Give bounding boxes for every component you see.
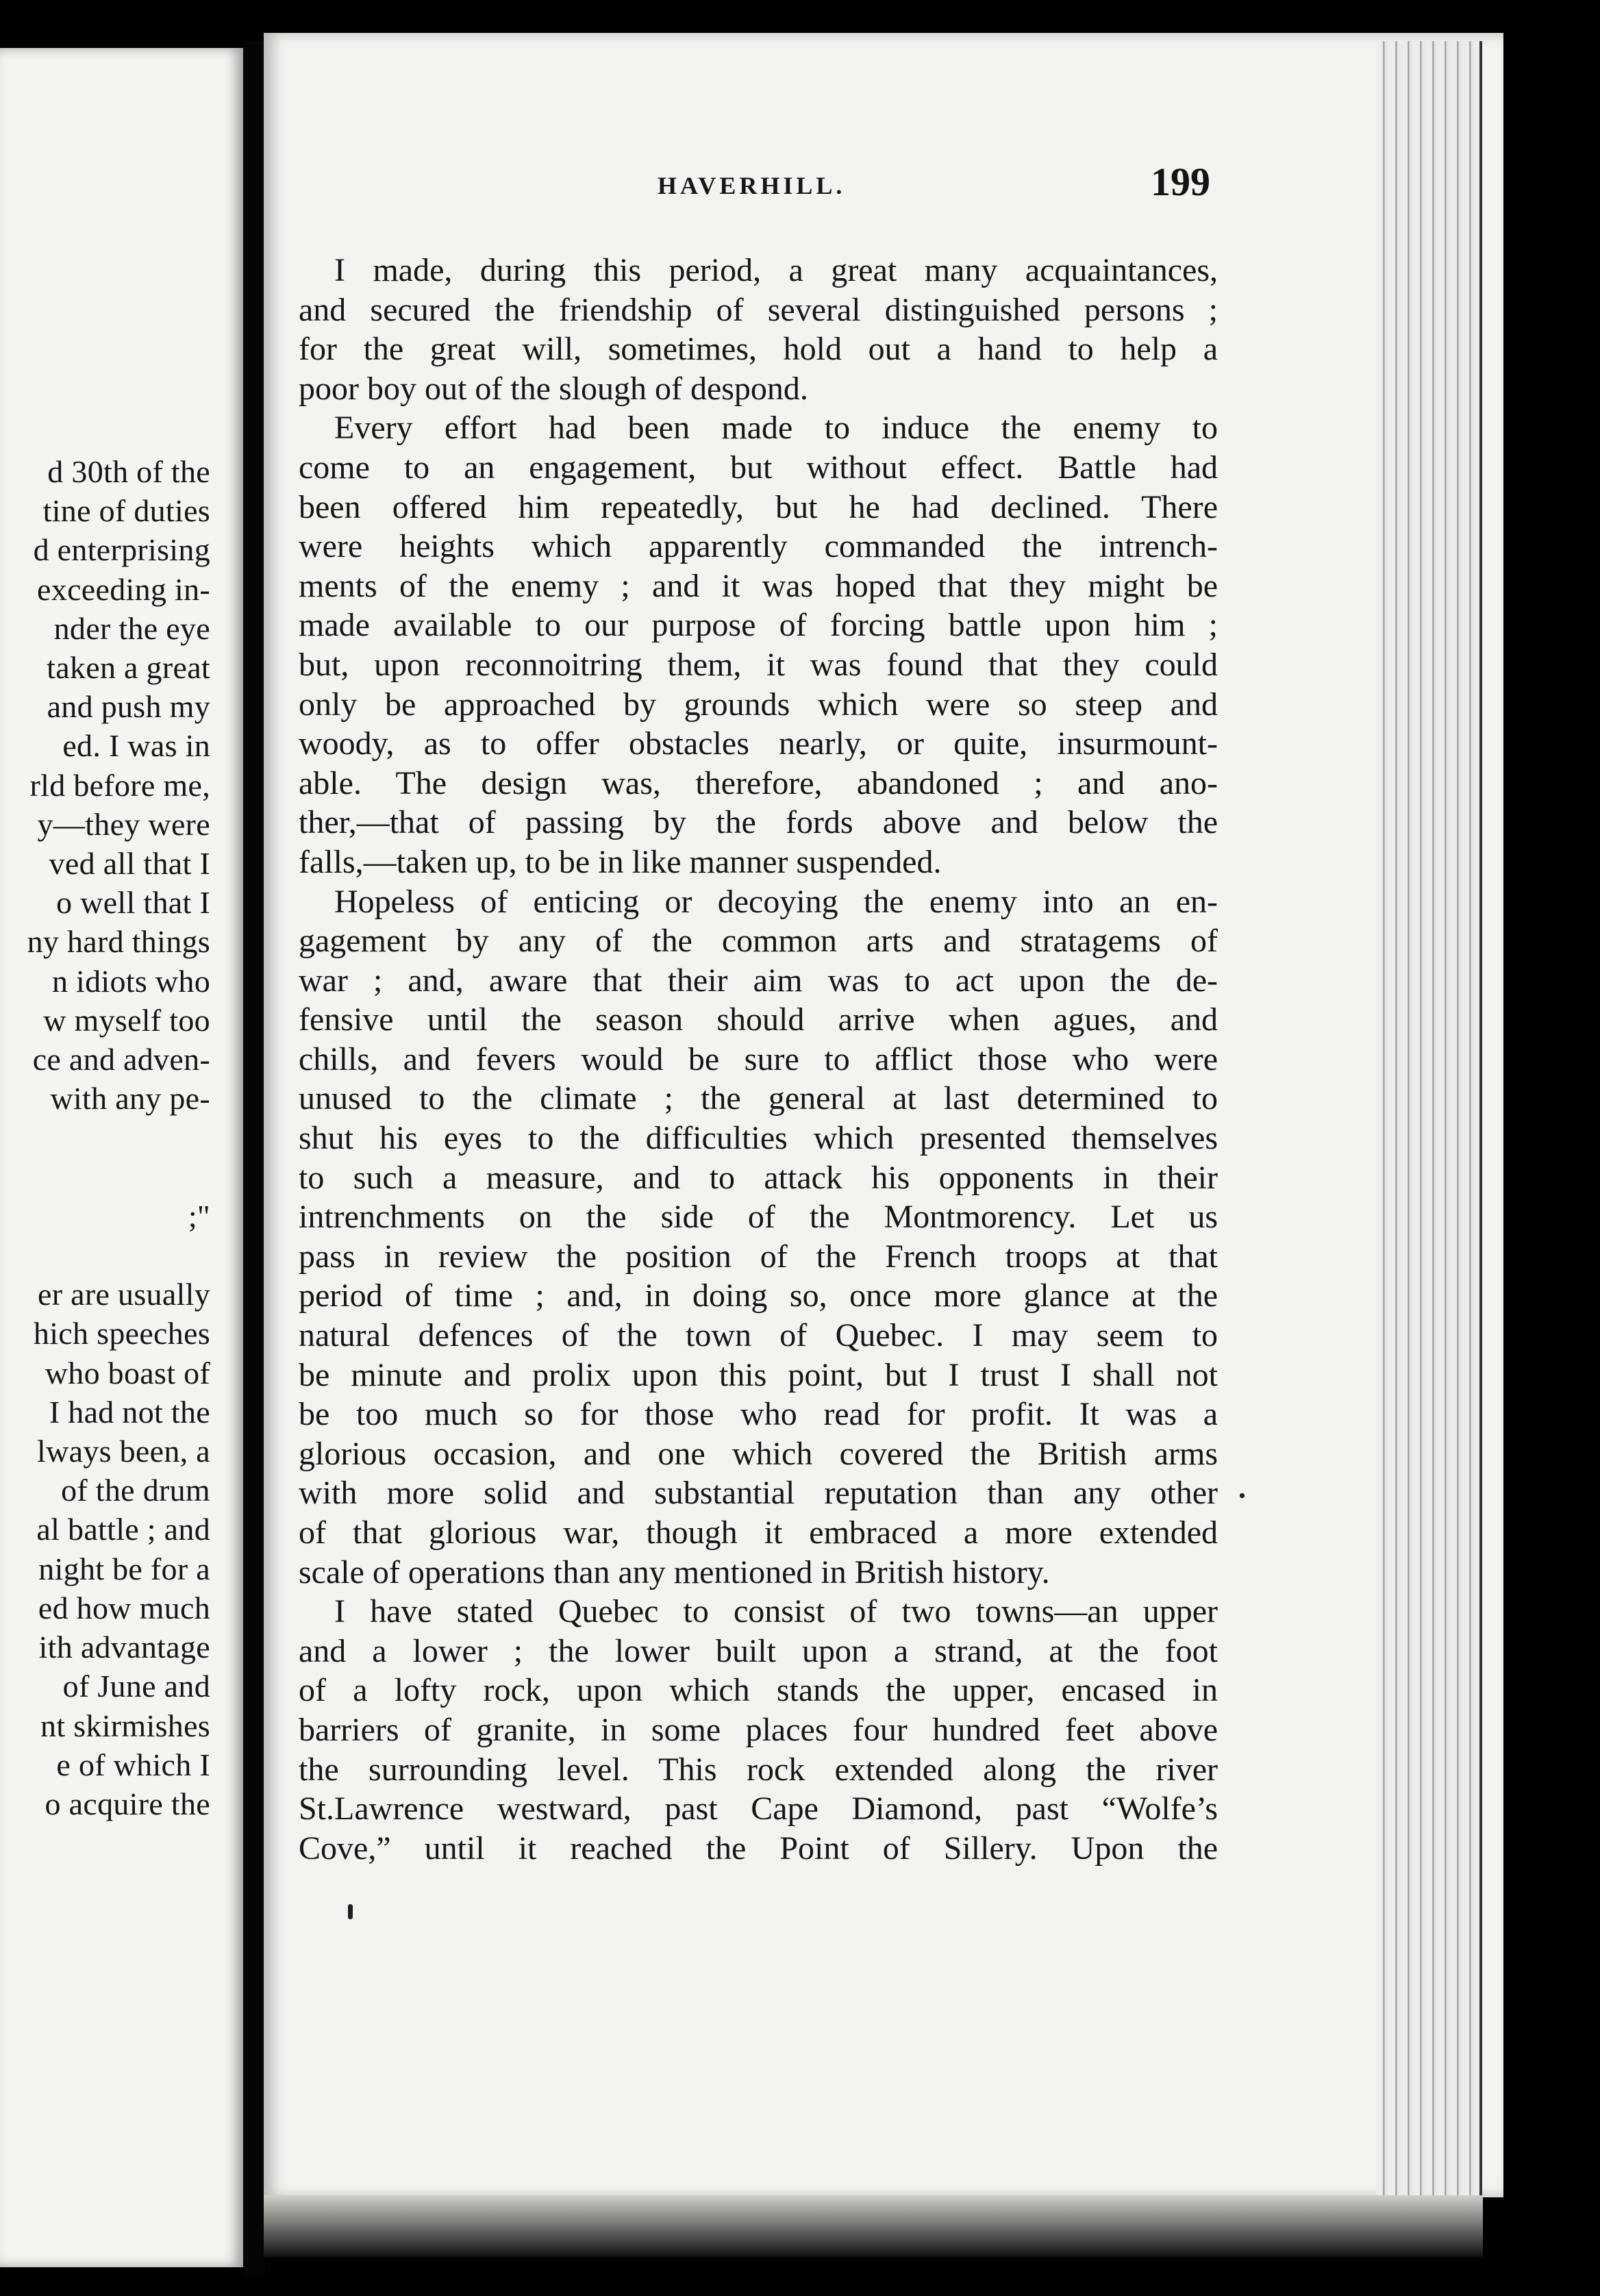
text-line: ments of the enemy ; and it was hoped that they might be	[299, 567, 1218, 604]
left-line	[27, 1236, 210, 1275]
text-line: shut his eyes to the difficulties which presented themselves	[299, 1120, 1218, 1157]
left-line: who boast of	[45, 1355, 210, 1390]
left-line: ed how much	[38, 1590, 210, 1625]
text-line: able. The design was, therefore, abandoned ; and ano-	[299, 764, 1218, 801]
text-line: ther,—that of passing by the fords above and below the	[299, 804, 1218, 841]
text-line: be minute and prolix upon this point, but I trust I shall not	[299, 1356, 1218, 1393]
paragraph	[299, 882, 1218, 1593]
left-line: d 30th of the	[47, 454, 210, 489]
left-line	[27, 1118, 210, 1157]
text-line: come to an engagement, but without effect. Battle had	[299, 449, 1218, 486]
text-line: made available to our purpose of forcing battle upon him ;	[299, 607, 1218, 644]
left-line: d enterprising	[33, 532, 210, 568]
text-line: Hopeless of enticing or decoying the enemy into an en-	[334, 883, 1218, 920]
text-line: barriers of granite, in some places four hundred feet above	[299, 1711, 1218, 1748]
left-line: ved all that I	[49, 846, 210, 882]
left-line: ny hard things	[27, 924, 210, 960]
text-line: pass in review the position of the French troops at that	[299, 1238, 1218, 1275]
left-line: with any pe-	[50, 1081, 210, 1116]
text-line: and secured the friendship of several distinguished persons ;	[299, 291, 1218, 328]
text-line: I have stated Quebec to consist of two towns—an upper	[334, 1593, 1218, 1630]
text-line: period of time ; and, in doing so, once more glance at the	[299, 1277, 1218, 1314]
left-line: lways been, a	[37, 1434, 210, 1469]
text-line: gagement by any of the common arts and stratagems of	[299, 923, 1218, 960]
page-bottom-shadow	[264, 2195, 1483, 2257]
left-line: ce and adven-	[32, 1042, 210, 1077]
text-line: fensive until the season should arrive when agues, and	[299, 1001, 1218, 1038]
text-line: the surrounding level. This rock extended along the river	[299, 1751, 1218, 1788]
text-line: been offered him repeatedly, but he had declined. There	[299, 488, 1218, 525]
left-line: nt skirmishes	[40, 1708, 210, 1743]
left-line: hich speeches	[33, 1316, 210, 1351]
print-speck	[348, 1904, 353, 1919]
left-line: ;"	[188, 1198, 210, 1234]
text-line: were heights which apparently commanded the intrench-	[299, 528, 1218, 565]
left-line: tine of duties	[42, 493, 210, 529]
text-line: scale of operations than any mentioned in British history.	[299, 1553, 1050, 1590]
left-line: nder the eye	[53, 610, 210, 646]
text-line: St.Lawrence westward, past Cape Diamond, past “Wolfe’s	[299, 1790, 1218, 1827]
text-line: natural defences of the town of Quebec. I may seem to	[299, 1317, 1218, 1354]
left-line	[27, 1158, 210, 1197]
text-line: be too much so for those who read for profit. It was a	[299, 1396, 1218, 1433]
left-line: of June and	[62, 1669, 210, 1704]
print-speck	[1240, 1493, 1245, 1498]
text-line: falls,—taken up, to be in like manner suspended.	[299, 843, 942, 880]
text-line: poor boy out of the slough of despond.	[299, 370, 808, 407]
text-line: Every effort had been made to induce the enemy to	[334, 410, 1218, 447]
left-line: exceeding in-	[37, 571, 210, 607]
left-line: o acquire the	[45, 1786, 210, 1821]
left-line: ed. I was in	[62, 728, 210, 764]
left-page	[0, 48, 243, 2267]
text-line: war ; and, aware that their aim was to act upon the de-	[299, 962, 1218, 999]
left-line: of the drum	[61, 1473, 210, 1508]
text-line: I made, during this period, a great many acquaintances,	[334, 252, 1218, 288]
text-line: unused to the climate ; the general at last determined to	[299, 1080, 1218, 1117]
text-line: but, upon reconnoitring them, it was found that they could	[299, 646, 1218, 683]
text-line: of that glorious war, though it embraced a more extended	[299, 1514, 1218, 1551]
text-line: to such a measure, and to attack his opponents in their	[299, 1159, 1218, 1196]
left-line: al battle ; and	[36, 1512, 210, 1547]
left-line: rld before me,	[29, 767, 210, 803]
text-line: of a lofty rock, upon which stands the upper, encased in	[299, 1672, 1218, 1709]
left-line: n idiots who	[51, 963, 210, 999]
text-line: with more solid and substantial reputation than any other	[299, 1475, 1218, 1512]
left-page-text	[27, 452, 210, 1823]
text-line: glorious occasion, and one which covered the British arms	[299, 1435, 1218, 1472]
text-line: Cove,” until it reached the Point of Sillery. Upon the	[299, 1830, 1218, 1867]
paragraph	[299, 1592, 1218, 1868]
page-edges	[1377, 41, 1482, 2206]
left-line: taken a great	[47, 650, 210, 686]
left-line: w myself too	[43, 1002, 210, 1038]
body-text	[299, 251, 1218, 1868]
text-line: only be approached by grounds which were so steep and	[299, 686, 1218, 723]
left-line: night be for a	[38, 1551, 210, 1586]
left-line: I had not the	[49, 1394, 210, 1430]
paragraph	[299, 251, 1218, 408]
book-gutter	[243, 41, 265, 2274]
left-line: o well that I	[56, 885, 210, 921]
left-line: e of which I	[56, 1747, 210, 1782]
left-line: y—they were	[37, 806, 210, 842]
page-number: 199	[1151, 160, 1210, 204]
text-line: chills, and fevers would be sure to afflict those who were	[299, 1040, 1218, 1077]
left-line: and push my	[47, 689, 210, 725]
running-head: HAVERHILL.	[658, 172, 846, 199]
paragraph	[299, 408, 1218, 882]
text-line: for the great will, sometimes, hold out a hand to help a	[299, 331, 1218, 368]
text-line: woody, as to offer obstacles nearly, or quite, insurmount-	[299, 725, 1218, 762]
left-line: ith advantage	[38, 1630, 210, 1665]
left-line: er are usually	[38, 1277, 210, 1312]
text-line: intrenchments on the side of the Montmorency. Let us	[299, 1199, 1218, 1236]
text-line: and a lower ; the lower built upon a strand, at the foot	[299, 1632, 1218, 1669]
